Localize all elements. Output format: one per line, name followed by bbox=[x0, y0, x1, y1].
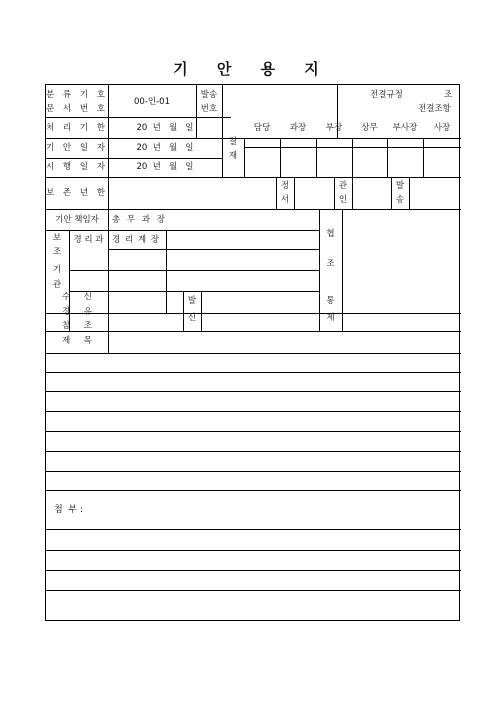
send-label-1: 발 bbox=[187, 296, 197, 306]
control-label-1: 통 bbox=[326, 296, 335, 306]
exec-date-label: 시 행 일 자 bbox=[46, 162, 108, 172]
assist-dept-head: 경 리 계 장 bbox=[112, 235, 160, 245]
approval-col-4: 상무 bbox=[361, 123, 378, 133]
assist-label-char-3: 기 bbox=[52, 265, 62, 275]
assist-dept: 경 리 과 bbox=[73, 235, 104, 245]
clean-copy-2: 서 bbox=[280, 195, 290, 205]
seal-1: 관 bbox=[338, 181, 348, 191]
seal-2: 인 bbox=[338, 195, 348, 205]
process-deadline-label: 처 리 기 한 bbox=[46, 123, 108, 133]
approval-rule-label: 전결규정 bbox=[370, 90, 403, 100]
attachment-label: 첨 부 : bbox=[54, 505, 84, 515]
approval-col-3: 부장 bbox=[325, 123, 343, 133]
approval-label-2: 재 bbox=[228, 151, 238, 161]
responsible-label: 기안 책임자 bbox=[55, 215, 99, 225]
approval-col-5: 부사장 bbox=[392, 123, 418, 133]
approval-clause-label: 전결조항 bbox=[418, 104, 451, 114]
assist-label-char-1: 보 bbox=[52, 233, 62, 243]
assist-label-char-4: 관 bbox=[52, 280, 62, 290]
coop-label-1: 협 bbox=[326, 229, 335, 239]
doc-num-label: 문 서 번 호 bbox=[46, 104, 108, 114]
approval-col-1: 담당 bbox=[253, 123, 271, 133]
send-label-2: 신 bbox=[187, 313, 197, 323]
process-deadline-value: 20 년 월 일 bbox=[136, 123, 194, 133]
draft-form bbox=[45, 84, 460, 621]
approval-rule-suffix: 조 bbox=[444, 90, 453, 100]
approval-col-6: 사장 bbox=[433, 123, 451, 133]
send-num-label-2: 번호 bbox=[200, 104, 218, 114]
draft-date-label: 기 안 일 자 bbox=[46, 143, 108, 153]
control-label-2: 제 bbox=[326, 313, 335, 323]
exec-date-value: 20 년 월 일 bbox=[136, 162, 194, 172]
recipient-line-1: 수 신 bbox=[62, 292, 92, 302]
approval-col-2: 과장 bbox=[289, 123, 307, 133]
recipient-line-2: 경 유 bbox=[62, 307, 92, 317]
dispatch-1: 발 bbox=[395, 181, 405, 191]
send-num-label-1: 발송 bbox=[200, 90, 218, 100]
responsible-value: 총 무 과 장 bbox=[112, 215, 167, 225]
subject-label: 제 목 bbox=[62, 336, 92, 346]
recipient-line-3: 참 조 bbox=[62, 321, 92, 331]
draft-date-value: 20 년 월 일 bbox=[136, 143, 194, 153]
doc-class-label: 분 류 기 호 bbox=[46, 90, 108, 100]
coop-label-2: 조 bbox=[326, 259, 335, 269]
assist-label-char-2: 조 bbox=[52, 247, 62, 257]
approval-label-1: 결 bbox=[228, 137, 238, 147]
doc-num-value: 00-인-01 bbox=[134, 97, 170, 107]
clean-copy-1: 정 bbox=[280, 181, 290, 191]
retention-label: 보 존 년 한 bbox=[46, 188, 108, 198]
page-title: 기 안 용 지 bbox=[173, 60, 331, 78]
dispatch-2: 송 bbox=[395, 195, 405, 205]
